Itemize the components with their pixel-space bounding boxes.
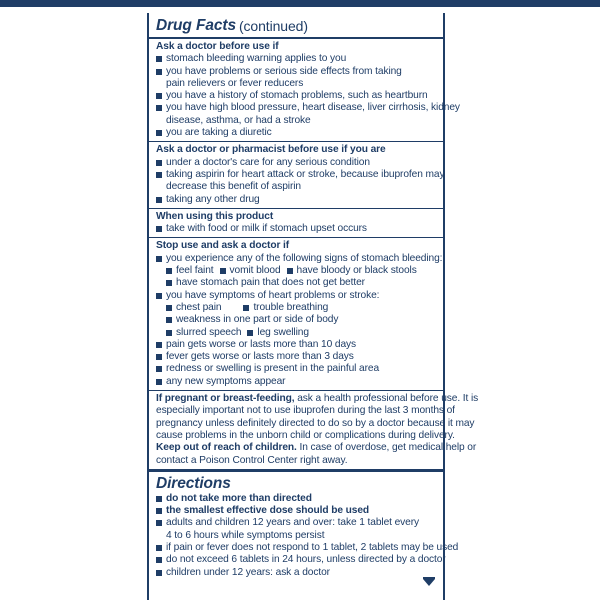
section-heading: Ask a doctor or pharmacist before use if you are — [156, 144, 386, 156]
list-item-continued: 4 to 6 hours while symptoms persist — [166, 529, 325, 541]
paragraph-line: If pregnant or breast-feeding, ask a health professional before use. It is — [156, 393, 479, 405]
list-item: taking aspirin for heart attack or stroke, because ibuprofen may — [156, 169, 437, 181]
list-item-continued: decrease this benefit of aspirin — [166, 181, 301, 193]
list-item: any new symptoms appear — [156, 376, 437, 388]
square-bullet-icon — [156, 379, 162, 385]
sub-item: slurred speech — [166, 327, 241, 339]
list-item: stomach bleeding warning applies to you — [156, 53, 437, 65]
square-bullet-icon — [247, 330, 253, 336]
list-item: taking any other drug — [156, 194, 437, 206]
paragraph-line: pregnancy unless definitely directed to do so by a doctor because it may — [156, 417, 475, 429]
square-bullet-icon — [166, 305, 172, 311]
sub-item: leg swelling — [247, 327, 308, 339]
when-using-section — [149, 209, 443, 239]
down-arrow-icon — [423, 579, 435, 586]
square-bullet-icon — [156, 160, 162, 166]
square-bullet-icon — [156, 226, 162, 232]
square-bullet-icon — [156, 197, 162, 203]
list-item: you experience any of the following signs of stomach bleeding: — [156, 253, 437, 265]
drug-facts-panel — [147, 13, 479, 600]
bleeding-signs-row — [156, 265, 437, 277]
sub-item: have stomach pain that does not get better — [156, 277, 437, 289]
paragraph-line: Keep out of reach of children. In case of overdose, get medical help or — [156, 442, 477, 454]
title-row — [149, 13, 443, 39]
square-bullet-icon — [156, 130, 162, 136]
sub-item: chest pain — [166, 302, 221, 314]
list-item: under a doctor's care for any serious condition — [156, 157, 437, 169]
square-bullet-icon — [156, 172, 162, 178]
top-border-bar — [0, 0, 600, 7]
list-item: take with food or milk if stomach upset occurs — [156, 223, 437, 235]
sub-item: trouble breathing — [243, 302, 328, 314]
square-bullet-icon — [156, 496, 162, 502]
drug-facts-title: Drug Facts — [156, 17, 236, 34]
ask-doctor-section — [149, 39, 460, 142]
sub-item: have bloody or black stools — [287, 265, 417, 277]
square-bullet-icon — [287, 268, 293, 274]
directions-title: Directions — [156, 474, 231, 492]
square-bullet-icon — [156, 557, 162, 563]
sub-item: feel faint — [166, 265, 214, 277]
heart-signs-row — [156, 302, 437, 314]
square-bullet-icon — [166, 268, 172, 274]
section-heading: Ask a doctor before use if — [156, 41, 279, 52]
title-continued: (continued) — [238, 18, 308, 34]
list-item: redness or swelling is present in the painful area — [156, 363, 437, 375]
square-bullet-icon — [156, 545, 162, 551]
section-heading: Stop use and ask a doctor if — [156, 240, 290, 252]
sub-item: vomit blood — [220, 265, 281, 277]
square-bullet-icon — [156, 105, 162, 111]
paragraph-line: contact a Poison Control Center right away. — [156, 454, 348, 466]
list-item: adults and children 12 years and over: take 1 tablet every — [156, 517, 437, 529]
sub-item: weakness in one part or side of body — [156, 314, 437, 326]
square-bullet-icon — [156, 256, 162, 262]
list-item: you have symptoms of heart problems or stroke: — [156, 290, 437, 302]
list-item: children under 12 years: ask a doctor — [156, 567, 437, 579]
list-item-continued: disease, asthma, or had a stroke — [166, 114, 311, 126]
square-bullet-icon — [156, 342, 162, 348]
list-item: you have a history of stomach problems, such as heartburn — [156, 90, 437, 102]
list-item: pain gets worse or lasts more than 10 days — [156, 339, 437, 351]
square-bullet-icon — [156, 354, 162, 360]
square-bullet-icon — [156, 69, 162, 75]
square-bullet-icon — [243, 305, 249, 311]
square-bullet-icon — [156, 508, 162, 514]
list-item: you have problems or serious side effects from taking — [156, 66, 437, 78]
paragraph-line: cause problems in the unborn child or complications during delivery. — [156, 429, 455, 441]
square-bullet-icon — [166, 317, 172, 323]
square-bullet-icon — [156, 570, 162, 576]
square-bullet-icon — [220, 268, 226, 274]
directions-section — [149, 472, 459, 581]
pregnancy-section — [149, 391, 479, 472]
stop-use-section — [149, 238, 443, 391]
list-item: fever gets worse or lasts more than 3 days — [156, 351, 437, 363]
list-item: the smallest effective dose should be used — [156, 505, 437, 517]
list-item: you are taking a diuretic — [156, 127, 437, 139]
list-item: do not take more than directed — [156, 493, 437, 505]
square-bullet-icon — [156, 93, 162, 99]
section-heading: When using this product — [156, 210, 274, 222]
list-item-continued: pain relievers or fever reducers — [166, 77, 304, 89]
paragraph-line: especially important not to use ibuprofen during the last 3 months of — [156, 405, 455, 417]
list-item: do not exceed 6 tablets in 24 hours, unless directed by a doctor — [156, 554, 437, 566]
heart-signs-row — [156, 327, 437, 339]
square-bullet-icon — [156, 366, 162, 372]
ask-pharmacist-section — [149, 142, 443, 208]
list-item: if pain or fever does not respond to 1 tablet, 2 tablets may be used — [156, 542, 437, 554]
list-item: you have high blood pressure, heart disease, liver cirrhosis, kidney — [156, 102, 437, 114]
square-bullet-icon — [156, 520, 162, 526]
square-bullet-icon — [166, 330, 172, 336]
square-bullet-icon — [166, 280, 172, 286]
square-bullet-icon — [156, 56, 162, 62]
square-bullet-icon — [156, 293, 162, 299]
